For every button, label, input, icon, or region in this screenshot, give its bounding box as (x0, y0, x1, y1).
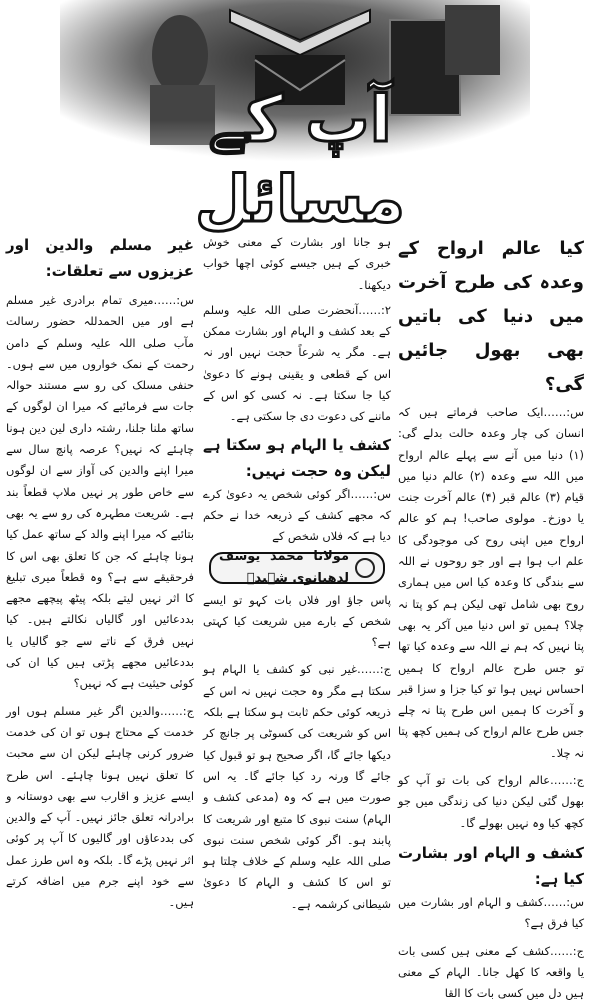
answer-text: ج:……عالم ارواح کی بات تو آپ کو بھول گئی لیکن دنیا کی زندگی میں جو کچھ کیا وہ نہیں بھولے گا۔ (398, 773, 584, 830)
answer-text: ۲:……آنحضرت صلی اللہ علیہ وسلم کے بعد کشف و الہام اور بشارت ممکن ہے۔ مگر یہ شرعاً حجت نہیں اور نہ اس کے قطعی و یقینی ہونے کا دعویٰ کیا جا سکتا ہے۔ نہ کسی کو اس کے ماننے کی دعوت دی جا سکتی ہے۔ (203, 302, 391, 424)
section-title: آپ کے مسائل (195, 83, 405, 237)
question-text: س:……اگر کوئی شخص یہ دعویٰ کرے کہ مجھے کشف کے ذریعہ خدا نے حکم دیا ہے کہ فلاں شخص کے (203, 486, 391, 544)
question-text: س:……ایک صاحب فرماتے ہیں کہ انسان کی چار وعدہ حالت بدلے گی: (۱) دنیا میں آنے سے پہلے عالم ارواح میں اللہ سے وعدہ (۲) عالم دنیا میں قیام (۳) عالم قبر (۴) عالم آخرت جنت یا دوزخ۔ مولوی صاحب! ہم کو عالم ارواح میں اپنی روح کی موجودگی کا علم اب ہوا ہے اور جو روحوں نے اللہ سے بندگی کا وعدہ کیا اس میں ہماری روح بھی شامل تھی لیکن ہم کو پتا نہ چلا؟ ہمیں تو اس دنیا میں آکر یہ بھی پتا نہیں کہ ہم نے اللہ سے وعدہ کیا تھا تو جس طرح عالم ارواح کا ہمیں احساس نہیں ہوا تو کیا جزا و سزا قبر و آخرت کا ہمیں اس طرح پتا نہ چلے جس طرح عالم ارواح کی ہمیں کچھ پتا نہ چلا۔ (398, 405, 584, 760)
question-text: س:……میری تمام برادری غیر مسلم ہے اور میں الحمدللہ حضور رسالت مآب صلی اللہ علیہ وسلم کے دامن رحمت کے نمک خواروں میں سے ہوں۔ حنفی مسلک کی رو سے مستند حوالہ جات سے فرمائیے کہ میرا ان لوگوں کے ساتھ ملنا جلنا، رشتہ داری لین دین ہونا چاہئے کہ نہیں؟ عرصہ پانچ سال سے میرا اپنے والدین کی آواز سے ان لوگوں سے خاص طور پر نہیں ملاپ قطعاً بند ہے۔ شریعت مطہرہ کی رو سے یہ بھی بتائیے کہ میرا اپنے والد کے ساتھ عمل کیا ہونا چاہئے کہ جن کا تعلق بھی اس کا فرحقیقے سے ہے؟ وہ قطعاً میری تبلیغ کا اثر نہیں لیتے بلکہ پیٹھ پیچھے مجھے بددعائیں اور گالیاں نکالتے ہیں۔ کیا نہیں فرق کے ناتے سے جو گالیاں یا بددعائیں مجھے پڑتی ہیں کیا ان کی کوئی حیثیت ہے کہ نہیں؟ (6, 293, 194, 691)
question-text: پاس جاؤ اور فلاں بات کہو تو ایسے شخص کے بارے میں شریعت کیا کہتی ہے؟ (203, 592, 391, 650)
question-heading-ilham: کشف یا الہام ہو سکتا ہے لیکن وہ حجت نہیں: (203, 435, 391, 480)
left-column (6, 232, 194, 910)
middle-column (203, 232, 391, 911)
answer-text: ج:……غیر نبی کو کشف یا الہام ہو سکتا ہے مگر وہ حجت نہیں نہ اس کے ذریعہ کوئی حکم ثابت ہو سکتا ہے بلکہ اس کو شریعت کی کسوٹی پر جانچ کر دیکھا جائے گا، اگر صحیح ہو تو قبول کیا جائے گا ورنہ رد کیا جائے گا۔ یہ اس صورت میں ہے کہ وہ (مدعی کشف و الہام) سنت نبوی کا متبع اور شریعت کا پابند ہو۔ اگر کوئی شخص سنت نبوی صلی اللہ علیہ وسلم کے خلاف چلتا ہو تو اس کا کشف و الہام کا دعویٰ شیطانی کرشمہ ہے۔ (203, 662, 391, 911)
question-heading-souls: کیا عالم ارواح کے وعدہ کی طرح آخرت میں دنیا کی باتیں بھی بھول جائیں گی؟ (398, 238, 584, 395)
author-byline (209, 549, 385, 586)
answer-text: ج:……والدین اگر غیر مسلم ہوں اور خدمت کے محتاج ہوں تو ان کی خدمت ضرور کرنی چاہئے لیکن ان سے محبت کا تعلق نہیں ہونا چاہئے۔ اس طرح ایسے عزیز و اقارب سے بھی دوستانہ و برادرانہ تعلق جائز نہیں۔ آپ کے والدین کی بددعاؤں اور گالیوں کا آپ پر کوئی اثر نہیں پڑے گا۔ بلکہ وہ اس طرز عمل سے خود اپنے جرم میں اضافہ کرتے ہیں۔ (6, 703, 194, 910)
right-column (398, 232, 584, 1001)
author-seal-icon (355, 558, 375, 578)
answer-text: ج:……کشف کے معنی ہیں کسی بات یا واقعہ کا کھل جانا۔ الہام کے معنی ہیں دل میں کسی بات کا القا (398, 943, 584, 1001)
question-text: س:……کشف و الہام اور بشارت میں کیا فرق ہے؟ (398, 894, 584, 931)
answer-text: ہو جانا اور بشارت کے معنی خوش خبری کے ہیں جیسے کوئی اچھا خواب دیکھنا۔ (203, 235, 391, 292)
question-heading-kashf: کشف و الہام اور بشارت کیا ہے: (398, 843, 584, 888)
question-heading-relatives: غیر مسلم والدین اور عزیزوں سے تعلقات: (6, 236, 194, 280)
header-banner (0, 0, 590, 237)
author-name: مولانا محمد یوسف لدھیانوی شہیدؒ (219, 549, 349, 586)
